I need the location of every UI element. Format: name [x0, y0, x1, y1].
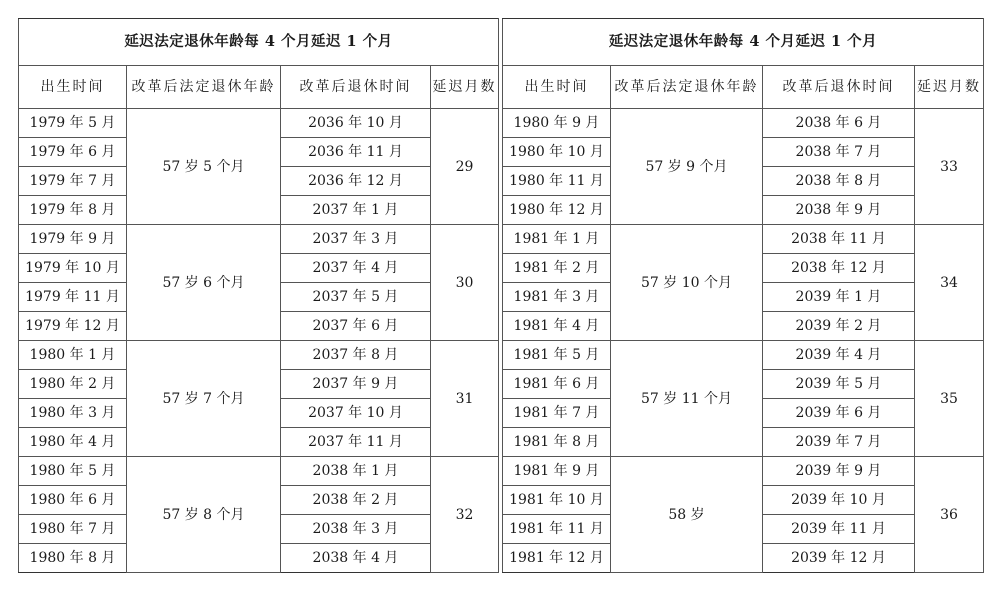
delay-months-cell: 30	[431, 225, 499, 341]
retirement-table-right	[502, 18, 984, 573]
retirement-time-cell: 2038 年 11 月	[763, 225, 915, 254]
table-title: 延迟法定退休年龄每 4 个月延迟 1 个月	[19, 19, 499, 66]
birth-time-cell: 1980 年 9 月	[503, 109, 611, 138]
birth-time-cell: 1980 年 6 月	[19, 486, 127, 515]
header-birth-time: 出生时间	[503, 66, 611, 109]
birth-time-cell: 1979 年 7 月	[19, 167, 127, 196]
birth-time-cell: 1980 年 5 月	[19, 457, 127, 486]
table-row	[503, 109, 984, 138]
table-row	[19, 225, 499, 254]
birth-time-cell: 1979 年 9 月	[19, 225, 127, 254]
retirement-table-left	[18, 18, 499, 573]
birth-time-cell: 1980 年 11 月	[503, 167, 611, 196]
retirement-time-cell: 2039 年 2 月	[763, 312, 915, 341]
table-row	[503, 341, 984, 370]
delay-months-cell: 31	[431, 341, 499, 457]
header-delay-months: 延迟月数	[915, 66, 984, 109]
retirement-time-cell: 2038 年 1 月	[281, 457, 431, 486]
retirement-time-cell: 2037 年 3 月	[281, 225, 431, 254]
birth-time-cell: 1981 年 5 月	[503, 341, 611, 370]
header-birth-time: 出生时间	[19, 66, 127, 109]
birth-time-cell: 1979 年 12 月	[19, 312, 127, 341]
birth-time-cell: 1980 年 2 月	[19, 370, 127, 399]
header-retirement-time: 改革后退休时间	[763, 66, 915, 109]
retirement-time-cell: 2036 年 11 月	[281, 138, 431, 167]
retirement-time-cell: 2037 年 6 月	[281, 312, 431, 341]
birth-time-cell: 1980 年 4 月	[19, 428, 127, 457]
header-retirement-age: 改革后法定退休年龄	[611, 66, 763, 109]
retirement-time-cell: 2037 年 9 月	[281, 370, 431, 399]
table-row	[19, 457, 499, 486]
retirement-time-cell: 2037 年 1 月	[281, 196, 431, 225]
birth-time-cell: 1979 年 10 月	[19, 254, 127, 283]
retirement-age-cell: 57 岁 11 个月	[611, 341, 763, 457]
retirement-time-cell: 2039 年 10 月	[763, 486, 915, 515]
retirement-time-cell: 2038 年 8 月	[763, 167, 915, 196]
retirement-time-cell: 2036 年 10 月	[281, 109, 431, 138]
retirement-time-cell: 2039 年 7 月	[763, 428, 915, 457]
retirement-time-cell: 2036 年 12 月	[281, 167, 431, 196]
birth-time-cell: 1981 年 10 月	[503, 486, 611, 515]
birth-time-cell: 1980 年 3 月	[19, 399, 127, 428]
birth-time-cell: 1980 年 8 月	[19, 544, 127, 573]
birth-time-cell: 1979 年 8 月	[19, 196, 127, 225]
retirement-age-cell: 57 岁 8 个月	[127, 457, 281, 573]
retirement-age-cell: 57 岁 5 个月	[127, 109, 281, 225]
birth-time-cell: 1980 年 10 月	[503, 138, 611, 167]
birth-time-cell: 1979 年 6 月	[19, 138, 127, 167]
retirement-time-cell: 2037 年 10 月	[281, 399, 431, 428]
retirement-time-cell: 2038 年 3 月	[281, 515, 431, 544]
retirement-time-cell: 2039 年 9 月	[763, 457, 915, 486]
retirement-time-cell: 2039 年 11 月	[763, 515, 915, 544]
birth-time-cell: 1981 年 1 月	[503, 225, 611, 254]
birth-time-cell: 1981 年 4 月	[503, 312, 611, 341]
birth-time-cell: 1979 年 5 月	[19, 109, 127, 138]
retirement-age-cell: 57 岁 10 个月	[611, 225, 763, 341]
birth-time-cell: 1980 年 1 月	[19, 341, 127, 370]
retirement-age-cell: 57 岁 6 个月	[127, 225, 281, 341]
birth-time-cell: 1981 年 8 月	[503, 428, 611, 457]
retirement-time-cell: 2039 年 1 月	[763, 283, 915, 312]
retirement-time-cell: 2037 年 11 月	[281, 428, 431, 457]
retirement-time-cell: 2038 年 7 月	[763, 138, 915, 167]
birth-time-cell: 1980 年 7 月	[19, 515, 127, 544]
table-title: 延迟法定退休年龄每 4 个月延迟 1 个月	[503, 19, 984, 66]
retirement-time-cell: 2038 年 12 月	[763, 254, 915, 283]
retirement-age-cell: 57 岁 7 个月	[127, 341, 281, 457]
retirement-time-cell: 2038 年 6 月	[763, 109, 915, 138]
header-delay-months: 延迟月数	[431, 66, 499, 109]
birth-time-cell: 1981 年 2 月	[503, 254, 611, 283]
retirement-time-cell: 2037 年 4 月	[281, 254, 431, 283]
table-row	[19, 341, 499, 370]
retirement-age-cell: 57 岁 9 个月	[611, 109, 763, 225]
retirement-time-cell: 2039 年 5 月	[763, 370, 915, 399]
birth-time-cell: 1981 年 7 月	[503, 399, 611, 428]
delay-months-cell: 35	[915, 341, 984, 457]
birth-time-cell: 1981 年 6 月	[503, 370, 611, 399]
delay-months-cell: 36	[915, 457, 984, 573]
retirement-time-cell: 2037 年 8 月	[281, 341, 431, 370]
birth-time-cell: 1981 年 12 月	[503, 544, 611, 573]
retirement-time-cell: 2039 年 6 月	[763, 399, 915, 428]
retirement-time-cell: 2039 年 4 月	[763, 341, 915, 370]
retirement-time-cell: 2038 年 9 月	[763, 196, 915, 225]
birth-time-cell: 1981 年 3 月	[503, 283, 611, 312]
birth-time-cell: 1981 年 11 月	[503, 515, 611, 544]
retirement-time-cell: 2038 年 2 月	[281, 486, 431, 515]
table-row	[503, 225, 984, 254]
birth-time-cell: 1980 年 12 月	[503, 196, 611, 225]
retirement-time-cell: 2039 年 12 月	[763, 544, 915, 573]
birth-time-cell: 1981 年 9 月	[503, 457, 611, 486]
retirement-time-cell: 2038 年 4 月	[281, 544, 431, 573]
delay-months-cell: 34	[915, 225, 984, 341]
table-row	[19, 109, 499, 138]
delay-months-cell: 32	[431, 457, 499, 573]
retirement-age-cell: 58 岁	[611, 457, 763, 573]
delay-months-cell: 29	[431, 109, 499, 225]
table-row	[503, 457, 984, 486]
header-retirement-age: 改革后法定退休年龄	[127, 66, 281, 109]
delay-months-cell: 33	[915, 109, 984, 225]
birth-time-cell: 1979 年 11 月	[19, 283, 127, 312]
header-retirement-time: 改革后退休时间	[281, 66, 431, 109]
retirement-time-cell: 2037 年 5 月	[281, 283, 431, 312]
